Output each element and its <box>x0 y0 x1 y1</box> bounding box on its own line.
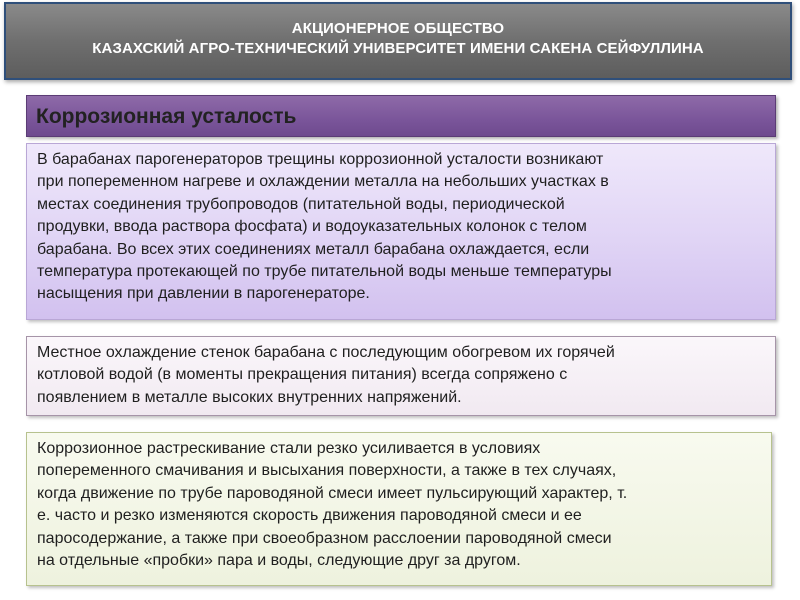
university-header <box>4 2 792 80</box>
header-line-2: КАЗАХСКИЙ АГРО-ТЕХНИЧЕСКИЙ УНИВЕРСИТЕТ ИМЕНИ САКЕНА СЕЙФУЛЛИНА <box>92 40 704 57</box>
text-line: попеременного смачивания и высыхания поверхности, а также в тех случаях, <box>37 462 617 480</box>
text-line: продувки, ввода раствора фосфата) и водоуказательных колонок с телом <box>37 218 587 236</box>
text-line: местах соединения трубопроводов (питательной воды, периодической <box>37 195 565 213</box>
text-line: на отдельные «пробки» пара и воды, следующие друг за другом. <box>37 552 521 570</box>
text-line: насыщения при давлении в парогенераторе. <box>37 285 370 303</box>
text-block-1 <box>26 143 776 320</box>
text-line: при попеременном нагреве и охлаждении металла на небольших участках в <box>37 173 609 191</box>
slide-title: Коррозионная усталость <box>36 105 297 128</box>
text-line: барабана. Во всех этих соединениях металл барабана охлаждается, если <box>37 240 590 258</box>
text-line: когда движение по трубе пароводяной смеси имеет пульсирующий характер, т. <box>37 484 628 502</box>
text-block-3 <box>26 432 772 586</box>
text-line: появлением в металле высоких внутренних напряжений. <box>37 388 462 406</box>
text-line: температура протекающей по трубе питательной воды меньше температуры <box>37 263 612 281</box>
text-line: В барабанах парогенераторов трещины коррозионной усталости возникают <box>37 151 604 168</box>
text-block-2 <box>26 336 776 416</box>
text-line: котловой водой (в моменты прекращения питания) всегда сопряжено с <box>37 366 568 384</box>
text-line: паросодержание, а также при своеобразном расслоении пароводяной смеси <box>37 529 612 547</box>
header-line-1: АКЦИОНЕРНОЕ ОБЩЕСТВО <box>291 20 505 37</box>
text-line: Местное охлаждение стенок барабана с последующим обогревом их горячей <box>37 344 615 361</box>
slide-title-bar <box>26 95 776 137</box>
text-line: е. часто и резко изменяются скорость движения пароводяной смеси и ее <box>37 507 582 525</box>
text-line: Коррозионное растрескивание стали резко усиливается в условиях <box>37 440 541 457</box>
